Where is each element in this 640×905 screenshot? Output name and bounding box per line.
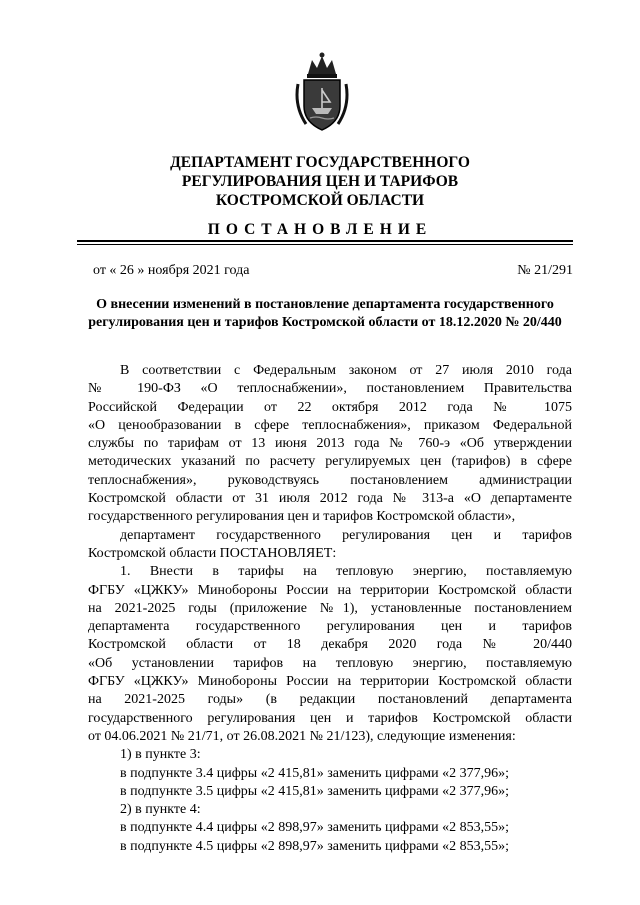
body-line: департамента государственного регулирования цен и тарифов [88,619,572,635]
body-line: государственного регулирования цен и тарифов Костромской области [88,710,572,726]
body-line: «Об установлении тарифов на тепловую энергию, поставляемую [88,655,572,671]
body-line: методических указаний по расчету регулируемых цен (тарифов) в сфере [88,454,572,470]
department-title-line: ДЕПАРТАМЕНТ ГОСУДАРСТВЕННОГО [170,154,470,171]
body-line: государственного регулирования цен и тарифов Костромской области», [88,509,516,525]
coat-of-arms-icon [294,50,350,134]
header-rule [77,244,573,245]
body-line: службы по тарифам от 13 июня 2013 года № 760-э «Об утверждении [88,436,572,452]
body-line: 1) в пункте 3: [120,747,201,763]
body-line: Российской Федерации от 22 октября 2012 года № 1075 [88,399,572,415]
body-line: № 190-ФЗ «О теплоснабжении», постановлением Правительства [88,381,572,397]
body-line: теплоснабжения», руководствуясь постановлением администрации [88,472,572,488]
department-title-line: РЕГУЛИРОВАНИЯ ЦЕН И ТАРИФОВ [181,173,459,190]
document-number: № 21/291 [517,263,573,278]
document-date: от « 26 » ноября 2021 года [93,263,250,278]
body-line: Костромской области ПОСТАНОВЛЯЕТ: [88,545,337,561]
subject-line: регулирования цен и тарифов Костромской области от 18.12.2020 № 20/440 [88,315,562,330]
body-line: на 2021-2025 годы» (в редакции постановлений департамента [88,692,572,708]
document-body [88,362,572,856]
body-line: в подпункте 3.4 цифры «2 415,81» заменить цифрами «2 377,96»; [120,765,510,781]
department-title-line: КОСТРОМСКОЙ ОБЛАСТИ [215,192,425,209]
body-line: в подпункте 4.5 цифры «2 898,97» заменить цифрами «2 853,55»; [120,838,510,854]
body-line: Костромской области от 31 июля 2012 года № 313-а «О департаменте [88,491,572,507]
document-type: ПОСТАНОВЛЕНИЕ [207,221,433,238]
body-line: в подпункте 3.5 цифры «2 415,81» заменить цифрами «2 377,96»; [120,783,510,799]
body-line: ФГБУ «ЦЖКУ» Минобороны России на территории Костромской области [88,674,572,690]
body-line: на 2021-2025 годы (приложение №1), установленные постановлением [88,600,572,616]
body-line: в подпункте 4.4 цифры «2 898,97» заменить цифрами «2 853,55»; [120,820,510,836]
date-number-line [93,262,573,279]
body-line: В соответствии с Федеральным законом от 27 июля 2010 года [120,363,572,378]
document-subject [77,296,573,332]
body-line: «О ценообразовании в сфере теплоснабжения», приказом Федеральной [88,417,572,433]
body-line: ФГБУ «ЦЖКУ» Минобороны России на территории Костромской области [88,582,572,598]
body-line: Костромской области от 18 декабря 2020 года № 20/440 [88,637,572,653]
body-line: 2) в пункте 4: [120,802,201,818]
body-line: от 04.06.2021 № 21/71, от 26.08.2021 № 21/123), следующие изменения: [88,728,516,744]
body-line: 1. Внести в тарифы на тепловую энергию, поставляемую [120,564,572,580]
department-title [120,153,520,210]
subject-line: О внесении изменений в постановление департамента государственного [96,297,554,312]
body-line: департамент государственного регулирования цен и тарифов [120,527,572,543]
header-rule [77,240,573,242]
